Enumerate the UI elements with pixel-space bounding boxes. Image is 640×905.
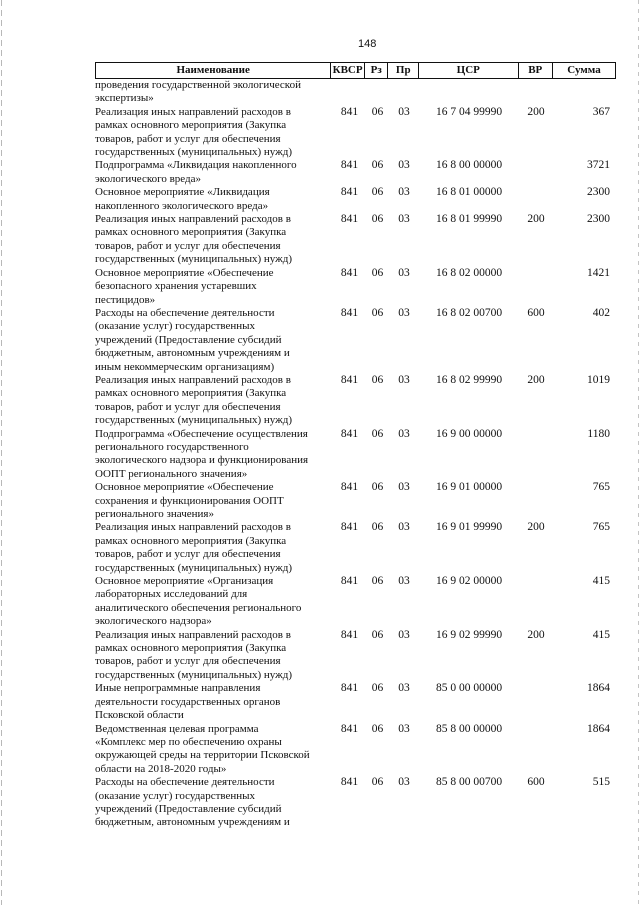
cell-vr: 200: [527, 628, 545, 641]
name-line: иным некоммерческим организациям): [95, 360, 275, 373]
cell-pr: 03: [398, 266, 410, 279]
table-row: [95, 186, 616, 213]
row-name: [95, 374, 333, 428]
name-line: «Комплекс мер по обеспечению охраны: [95, 735, 282, 748]
row-name: [95, 682, 333, 722]
name-line: безопасного хранения устаревших: [95, 280, 257, 293]
cell-sum: 1180: [587, 427, 610, 440]
name-line: рамках основного мероприятия (Закупка: [95, 534, 287, 547]
table-row: [95, 374, 616, 428]
name-line: рамках основного мероприятия (Закупка: [95, 226, 287, 239]
cell-csr: 16 7 04 99990: [435, 105, 503, 118]
name-line: аналитического обеспечения регионального: [95, 601, 302, 614]
cell-kvsr: 841: [340, 628, 359, 641]
cell-kvsr: 841: [340, 266, 359, 279]
row-name: [95, 481, 333, 521]
cell-kvsr: 841: [340, 373, 359, 386]
name-line: Реализация иных направлений расходов в: [95, 105, 291, 118]
cell-kvsr: 841: [340, 521, 359, 534]
cell-csr: 16 9 02 00000: [435, 575, 503, 588]
cell-pr: 03: [398, 186, 410, 199]
continuation-text: [95, 79, 333, 106]
cell-vr: [519, 723, 553, 777]
cell-sum: 1019: [587, 373, 610, 386]
scan-edge-left: [1, 0, 2, 905]
name-line: рамках основного мероприятия (Закупка: [95, 119, 287, 132]
table-row: [95, 267, 616, 307]
cell-pr: 03: [398, 575, 410, 588]
cell-rz: 06: [371, 575, 384, 588]
cell-csr: 16 9 02 99990: [435, 628, 503, 641]
name-line: бюджетным, автономным учреждениям и: [95, 347, 290, 360]
cell-rz: 06: [371, 427, 384, 440]
cell-sum: 415: [592, 575, 610, 588]
row-name: [95, 159, 333, 186]
name-line: Основное мероприятие «Обеспечение: [95, 481, 274, 494]
header-sum: Сумма: [552, 63, 615, 78]
cell-pr: 03: [398, 105, 410, 118]
header-vr: ВР: [518, 63, 552, 78]
cell-rz: 06: [371, 213, 384, 226]
cell-sum: 367: [592, 105, 610, 118]
name-line: сохранения и функционирования ООПТ: [95, 494, 284, 507]
cell-csr: 16 8 02 99990: [435, 373, 503, 386]
table-header: [95, 62, 616, 79]
name-line: (оказание услуг) государственных: [95, 320, 256, 333]
name-line: Реализация иных направлений расходов в: [95, 628, 291, 641]
cell-sum: 402: [592, 306, 610, 319]
cell-pr: 03: [398, 481, 410, 494]
name-line: проведения государственной экологической: [95, 79, 301, 91]
table-body: [95, 79, 616, 830]
cell-kvsr: 841: [340, 776, 359, 789]
cell-rz: 06: [371, 776, 384, 789]
name-line: регионального значения»: [95, 508, 214, 520]
name-line: товаров, работ и услуг для обеспечения: [95, 548, 281, 561]
cell-kvsr: 841: [340, 159, 359, 172]
cell-kvsr: 841: [340, 306, 359, 319]
name-line: окружающей среды на территории Псковской: [95, 749, 310, 762]
cell-rz: 06: [371, 722, 384, 735]
cell-sum: 1421: [587, 266, 610, 279]
table-row: [95, 213, 616, 267]
header-csr: ЦСР: [418, 63, 517, 78]
continuation-row: [95, 79, 616, 106]
header-pr: Пр: [387, 63, 418, 78]
cell-pr: 03: [398, 427, 410, 440]
cell-sum: 765: [592, 481, 610, 494]
cell-csr: 16 9 01 99990: [435, 521, 503, 534]
cell-csr: 16 8 02 00700: [435, 306, 503, 319]
cell-csr: 16 8 02 00000: [435, 266, 503, 279]
cell-pr: 03: [398, 159, 410, 172]
table-row: [95, 723, 616, 777]
name-line: товаров, работ и услуг для обеспечения: [95, 239, 281, 252]
page-number: 148: [358, 38, 377, 50]
table-row: [95, 106, 616, 160]
cell-csr: 16 8 00 00000: [435, 159, 503, 172]
cell-pr: 03: [398, 306, 410, 319]
name-line: ООПТ регионального значения»: [95, 467, 248, 480]
name-line: Ведомственная целевая программа: [95, 722, 259, 735]
row-name: [95, 521, 333, 575]
name-line: экологического вреда»: [95, 172, 202, 185]
name-line: Расходы на обеспечение деятельности: [95, 776, 275, 789]
name-line: Реализация иных направлений расходов в: [95, 521, 291, 534]
cell-csr: 85 0 00 00000: [435, 682, 503, 695]
name-line: экологического надзора»: [95, 615, 212, 628]
cell-kvsr: 841: [340, 481, 359, 494]
cell-kvsr: 841: [340, 186, 359, 199]
table-row: [95, 481, 616, 521]
cell-sum: 1864: [587, 682, 610, 695]
table-row: [95, 521, 616, 575]
name-line: рамках основного мероприятия (Закупка: [95, 642, 287, 655]
cell-pr: 03: [398, 722, 410, 735]
cell-csr: 85 8 00 00000: [435, 722, 503, 735]
row-name: [95, 186, 333, 213]
cell-vr: 200: [527, 213, 545, 226]
cell-rz: 06: [371, 481, 384, 494]
cell-sum: 3721: [587, 159, 610, 172]
cell-kvsr: 841: [340, 722, 359, 735]
name-line: экологического надзора и функционирования: [95, 454, 309, 467]
row-name: [95, 428, 333, 482]
row-name: [95, 776, 333, 830]
cell-csr: 16 9 01 00000: [435, 481, 503, 494]
cell-pr: 03: [398, 521, 410, 534]
name-line: Псковской области: [95, 709, 184, 722]
table-row: [95, 307, 616, 374]
cell-kvsr: 841: [340, 213, 359, 226]
table-row: [95, 682, 616, 722]
row-name: [95, 629, 333, 683]
row-name: [95, 575, 333, 629]
header-rz: Рз: [364, 63, 388, 78]
cell-csr: 16 9 00 00000: [435, 427, 503, 440]
row-name: [95, 213, 333, 267]
cell-vr: [519, 481, 553, 521]
cell-vr: [519, 575, 553, 629]
cell-rz: 06: [371, 159, 384, 172]
name-line: (оказание услуг) государственных: [95, 789, 256, 802]
name-line: учреждений (Предоставление субсидий: [95, 802, 282, 815]
name-line: Реализация иных направлений расходов в: [95, 213, 291, 226]
name-line: товаров, работ и услуг для обеспечения: [95, 400, 281, 413]
cell-rz: 06: [371, 682, 384, 695]
name-line: товаров, работ и услуг для обеспечения: [95, 655, 281, 668]
cell-vr: 200: [527, 105, 545, 118]
table-row: [95, 629, 616, 683]
name-line: накопленного экологического вреда»: [95, 199, 269, 212]
name-line: Подпрограмма «Обеспечение осуществления: [95, 427, 308, 440]
cell-rz: 06: [371, 628, 384, 641]
cell-vr: 600: [527, 306, 545, 319]
table-row: [95, 428, 616, 482]
cell-vr: [519, 186, 553, 213]
name-line: Основное мероприятие «Ликвидация: [95, 186, 270, 199]
name-line: государственных (муниципальных) нужд): [95, 414, 292, 427]
table-row: [95, 575, 616, 629]
cell-sum: 2300: [587, 213, 610, 226]
cell-vr: [519, 159, 553, 186]
name-line: учреждений (Предоставление субсидий: [95, 333, 282, 346]
name-line: товаров, работ и услуг для обеспечения: [95, 132, 281, 145]
name-line: регионального государственного: [95, 440, 249, 453]
cell-kvsr: 841: [340, 682, 359, 695]
name-line: деятельности государственных органов: [95, 695, 281, 708]
cell-rz: 06: [371, 521, 384, 534]
name-line: государственных (муниципальных) нужд): [95, 561, 292, 574]
name-line: экспертизы»: [95, 92, 154, 105]
name-line: Иные непрограммные направления: [95, 682, 261, 695]
name-line: области на 2018-2020 годы»: [95, 762, 227, 775]
cell-kvsr: 841: [340, 427, 359, 440]
name-line: рамках основного мероприятия (Закупка: [95, 387, 287, 400]
cell-sum: 1864: [587, 722, 610, 735]
cell-vr: 600: [527, 776, 545, 789]
header-name: Наименование: [176, 64, 250, 76]
cell-rz: 06: [371, 306, 384, 319]
name-line: Расходы на обеспечение деятельности: [95, 306, 275, 319]
cell-vr: [519, 682, 553, 722]
row-name: [95, 307, 333, 374]
cell-sum: 415: [592, 628, 610, 641]
name-line: лабораторных исследований для: [95, 588, 248, 601]
cell-vr: [519, 267, 553, 307]
scan-edge-right: [638, 0, 639, 905]
name-line: пестицидов»: [95, 293, 156, 306]
cell-vr: 200: [527, 373, 545, 386]
name-line: государственных (муниципальных) нужд): [95, 253, 292, 266]
cell-rz: 06: [371, 373, 384, 386]
cell-vr: [519, 428, 553, 482]
name-line: бюджетным, автономным учреждениям и: [95, 816, 290, 829]
cell-pr: 03: [398, 373, 410, 386]
cell-sum: 515: [592, 776, 610, 789]
name-line: Подпрограмма «Ликвидация накопленного: [95, 159, 297, 172]
name-line: Основное мероприятие «Обеспечение: [95, 266, 274, 279]
name-line: государственных (муниципальных) нужд): [95, 668, 292, 681]
table-row: [95, 159, 616, 186]
cell-pr: 03: [398, 682, 410, 695]
cell-pr: 03: [398, 776, 410, 789]
row-name: [95, 267, 333, 307]
cell-pr: 03: [398, 628, 410, 641]
cell-sum: 2300: [587, 186, 610, 199]
header-kvsr: КВСР: [330, 63, 364, 78]
cell-csr: 16 8 01 00000: [435, 186, 503, 199]
row-name: [95, 723, 333, 777]
cell-kvsr: 841: [340, 575, 359, 588]
cell-rz: 06: [371, 266, 384, 279]
name-line: Реализация иных направлений расходов в: [95, 373, 291, 386]
cell-rz: 06: [371, 186, 384, 199]
table-row: [95, 776, 616, 830]
cell-sum: 765: [592, 521, 610, 534]
cell-csr: 85 8 00 00700: [435, 776, 503, 789]
cell-vr: 200: [527, 521, 545, 534]
cell-pr: 03: [398, 213, 410, 226]
row-name: [95, 106, 333, 160]
cell-rz: 06: [371, 105, 384, 118]
budget-table: [95, 62, 616, 830]
name-line: Основное мероприятие «Организация: [95, 575, 274, 588]
cell-csr: 16 8 01 99990: [435, 213, 503, 226]
cell-kvsr: 841: [340, 105, 359, 118]
name-line: государственных (муниципальных) нужд): [95, 146, 292, 159]
